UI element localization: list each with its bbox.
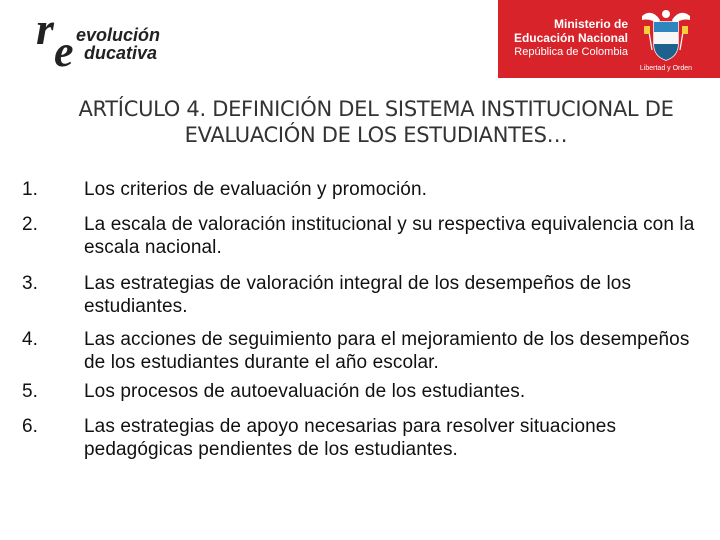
ministry-line3: República de Colombia <box>514 45 628 58</box>
list-item-number: 4. <box>22 329 39 350</box>
list-item <box>22 213 702 259</box>
title-line1: ARTÍCULO 4. DEFINICIÓN DEL SISTEMA INSTITUCIONAL DE <box>78 97 674 121</box>
list-item <box>22 272 702 318</box>
list-item-text: Los criterios de evaluación y promoción. <box>84 179 428 200</box>
list-item <box>22 328 702 374</box>
title-line2: EVALUACIÓN DE LOS ESTUDIANTES… <box>184 123 568 147</box>
list-item <box>22 415 702 461</box>
list-item-text: Los procesos de autoevaluación de los estudiantes. <box>84 381 526 402</box>
ministry-motto: Libertad y Orden <box>639 65 693 72</box>
logo-letter-e: e <box>54 27 74 76</box>
list-item <box>22 178 702 201</box>
ministry-line2: Educación Nacional <box>513 30 628 45</box>
list-item <box>22 380 702 403</box>
list-item-number: 3. <box>22 273 39 294</box>
logo-letter-r: r <box>36 3 54 54</box>
list-item-text: La escala de valoración institucional y su respectiva equivalencia con la escala nacional. <box>84 214 695 258</box>
colombia-coat-of-arms-icon <box>638 6 694 64</box>
header <box>0 0 720 80</box>
logo-word-revolucion: evolución <box>76 25 161 45</box>
revolucion-educativa-logo <box>36 3 196 76</box>
ministry-text <box>506 18 628 58</box>
list-item-text: Las estrategias de apoyo necesarias para resolver situaciones pedagógicas pendientes de los estudiantes. <box>84 416 617 460</box>
list-item-number: 1. <box>22 179 39 200</box>
ministry-banner <box>498 0 720 78</box>
list-item-number: 5. <box>22 381 39 402</box>
list-item-text: Las acciones de seguimiento para el mejoramiento de los desempeños de los estudiantes durante el año escolar. <box>84 329 690 373</box>
list-item-number: 2. <box>22 214 39 235</box>
logo-word-educativa: ducativa <box>84 43 158 63</box>
list-item-text: Las estrategias de valoración integral de los desempeños de los estudiantes. <box>84 273 632 317</box>
page-title <box>40 96 712 148</box>
numbered-list <box>22 178 702 461</box>
ministry-line1: Ministerio de <box>553 17 628 31</box>
list-item-number: 6. <box>22 416 39 437</box>
